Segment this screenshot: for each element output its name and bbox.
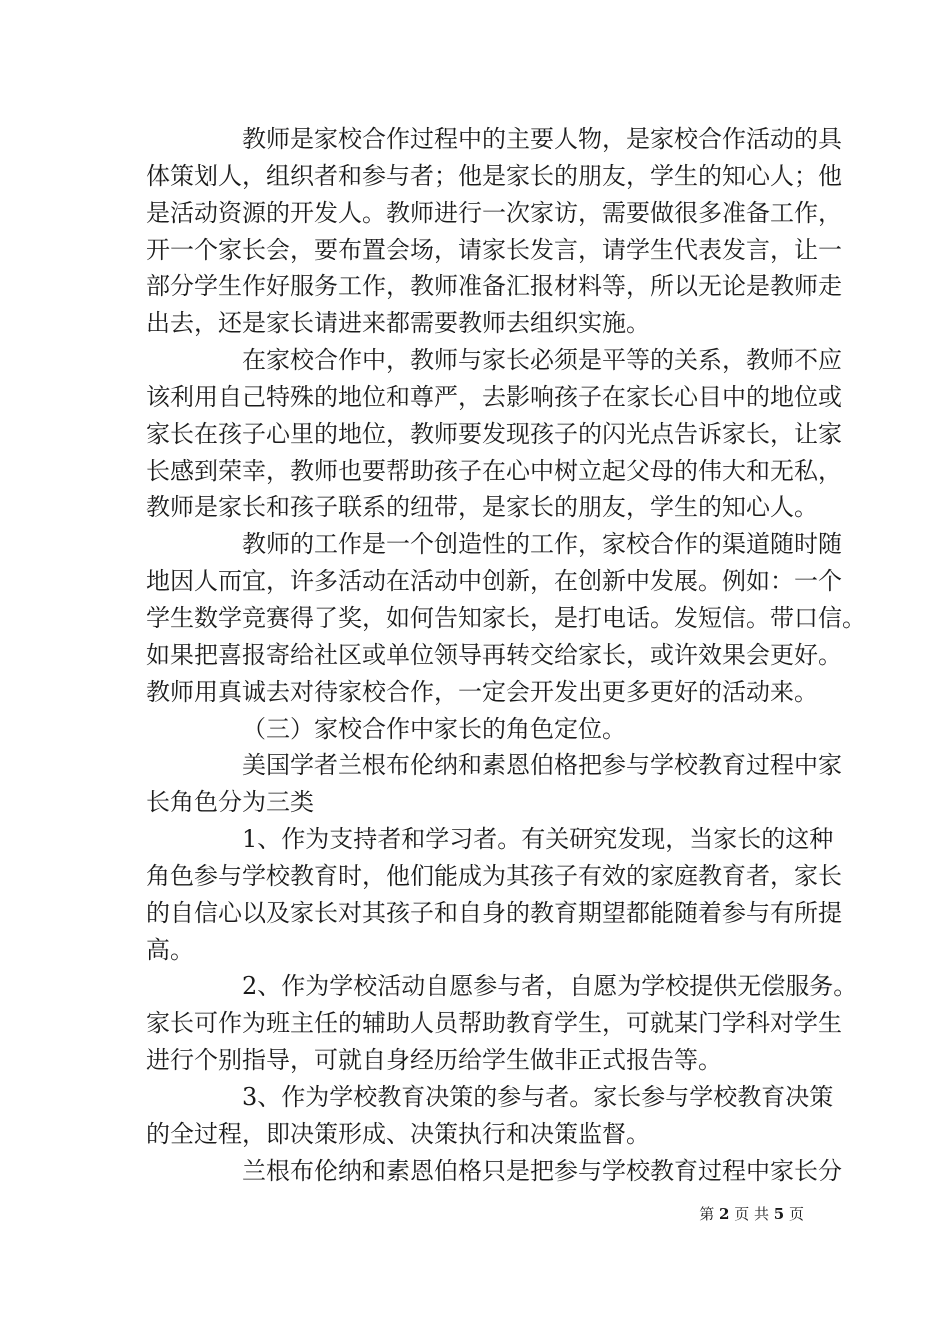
text-line: 地因人而宜，许多活动在活动中创新，在创新中发展。例如：一个 — [146, 567, 842, 596]
text-line: 进行个别指导，可就自身经历给学生做非正式报告等。 — [146, 1046, 722, 1075]
text-line: 兰根布伦纳和素恩伯格只是把参与学校教育过程中家长分 — [242, 1156, 842, 1185]
text-line: 教师用真诚去对待家校合作，一定会开发出更多更好的活动来。 — [146, 677, 818, 706]
text-line: 学生数学竞赛得了奖，如何告知家长，是打电话。发短信。带口信。 — [146, 603, 866, 632]
text-line: 教师是家长和孩子联系的纽带，是家长的朋友，学生的知心人。 — [146, 493, 818, 522]
text-line: 美国学者兰根布伦纳和素恩伯格把参与学校教育过程中家 — [242, 751, 842, 780]
text-line: 1、作为支持者和学习者。有关研究发现，当家长的这种 — [242, 825, 834, 854]
text-line: 开一个家长会，要布置会场，请家长发言，请学生代表发言，让一 — [146, 235, 842, 264]
page-number: 2 — [718, 1205, 730, 1223]
text-line: 3、作为学校教育决策的参与者。家长参与学校教育决策 — [242, 1082, 834, 1111]
text-line: 体策划人，组织者和参与者；他是家长的朋友，学生的知心人；他 — [146, 161, 842, 190]
text-line: 在家校合作中，教师与家长必须是平等的关系，教师不应 — [242, 346, 842, 375]
text-line: 角色参与学校教育时，他们能成为其孩子有效的家庭教育者，家长 — [146, 861, 842, 890]
text-line: 长感到荣幸，教师也要帮助孩子在心中树立起父母的伟大和无私， — [146, 456, 842, 485]
page-total: 5 — [773, 1205, 785, 1223]
text-line: 长角色分为三类 — [146, 788, 314, 817]
text-line: 的自信心以及家长对其孩子和自身的教育期望都能随着参与有所提 — [146, 898, 842, 927]
text-line: 家长可作为班主任的辅助人员帮助教育学生，可就某门学科对学生 — [146, 1009, 842, 1038]
text-line: 教师的工作是一个创造性的工作，家校合作的渠道随时随 — [242, 530, 842, 559]
page-label-middle: 页 共 — [734, 1205, 769, 1223]
text-line: 出去，还是家长请进来都需要教师去组织实施。 — [146, 309, 650, 338]
text-line: 的全过程，即决策形成、决策执行和决策监督。 — [146, 1119, 650, 1148]
text-line: 2、作为学校活动自愿参与者，自愿为学校提供无偿服务。 — [242, 972, 858, 1001]
page-label-prefix: 第 — [699, 1205, 715, 1223]
document-body — [146, 121, 866, 1189]
text-line: 部分学生作好服务工作，教师准备汇报材料等，所以无论是教师走 — [146, 272, 842, 301]
text-line: 是活动资源的开发人。教师进行一次家访，需要做很多准备工作， — [146, 198, 842, 227]
text-line: 该利用自己特殊的地位和尊严，去影响孩子在家长心目中的地位或 — [146, 382, 842, 411]
text-line: 如果把喜报寄给社区或单位领导再转交给家长，或许效果会更好。 — [146, 640, 842, 669]
text-line: 教师是家校合作过程中的主要人物，是家校合作活动的具 — [242, 125, 842, 153]
section-heading: （三）家校合作中家长的角色定位。 — [242, 714, 626, 743]
text-line: 高。 — [146, 935, 194, 964]
page-label-suffix: 页 — [788, 1205, 804, 1223]
page-footer — [0, 1204, 804, 1224]
text-line: 家长在孩子心里的地位，教师要发现孩子的闪光点告诉家长，让家 — [146, 419, 842, 448]
